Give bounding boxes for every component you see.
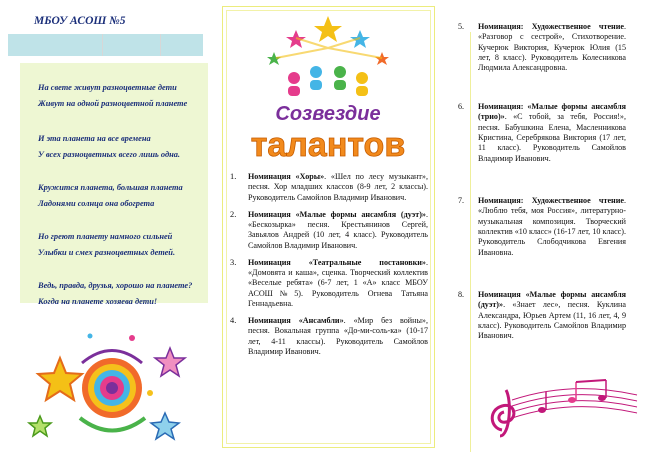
star-icon — [151, 413, 179, 439]
list-item: 7. Номинация: Художественное чтение. «Люблю тебя, моя Россия», литературно-музыкальная композиция. Творческий коллектив «10 класс» (16-17 лет, 10 класс). Руководитель Слободчикова Евгения Ивановна. — [458, 196, 626, 257]
star-icon — [29, 416, 51, 436]
poem-line: Кружится планета, большая планета — [38, 183, 183, 192]
poem-line: На свете живут разноцветные дети — [38, 83, 177, 92]
flower-icon — [80, 351, 145, 431]
list-item: 4. Номинация «Ансамбли». «Мир без войны», песня. Вокальная группа «До-ми-соль-ка» (10-17 лет, 4-11 классы). Руководитель Самойлов Владимир Иванович. — [230, 316, 428, 356]
nomination-text: . «Мир без войны», песня. Вокальная группа «До-ми-соль-ка» (10-17 лет, 4-11 классы). Руководитель Самойлов Владимир Иванович. — [248, 316, 428, 356]
middle-panel — [214, 0, 437, 460]
list-item: 1. Номинация «Хоры». «Шел по лесу музыкант», песня. Хор младших классов (8-9 лет, 2 классы). Руководитель Самойлов Владимир Иванович. — [230, 172, 428, 202]
nomination-title: Номинация: «Малые формы ансамбля (трио)» — [478, 102, 626, 122]
logo-title-line2: талантов — [250, 126, 406, 164]
poem-line: Ведь, правда, друзья, хорошо на планете? — [38, 281, 193, 290]
flower-stars-illustration — [20, 318, 198, 446]
poem-line: Живут на одной разноцветной планете — [38, 99, 188, 108]
nomination-text: . «Знает лес», песня. Куклина Александра, Юрьев Артем (11, 16 лет, 4, 9 класс). Руководитель Самойлов Владимир Иванович. — [478, 300, 626, 341]
list-item: 2. Номинация «Малые формы ансамбля (дуэт)». «Бескозырка» песня. Крестьянинов Сергей, Завьялов Андрей (10 лет, 4 класс). Руководитель Самойлов Владимир Иванович. — [230, 209, 428, 250]
people-figures-icon — [288, 66, 368, 96]
nomination-text: . «Разговор с сестрой», Стихотворение. Кучерюк Виктория, Кучерюк Юлия (15 лет, 8 класс). Руководитель Колесникова Людмила Александровна. — [478, 22, 626, 73]
poem-line: И эта планета на все времена — [38, 134, 151, 143]
logo-title-line1: Созвездие — [275, 103, 381, 125]
nomination-title: Номинация «Малые формы ансамбля (дуэт)» — [478, 290, 626, 310]
list-item: 5. Номинация: Художественное чтение. «Разговор с сестрой», Стихотворение. Кучерюк Виктория, Кучерюк Юлия (15 лет, 8 класс). Руководитель Колесникова Людмила Александровна. — [458, 22, 626, 73]
nomination-title: Номинация «Ансамбли» — [248, 316, 344, 326]
star-burst-icon — [267, 16, 389, 65]
poem-line: У всех разноцветных всего лишь одна. — [38, 150, 181, 159]
poem-line: Но греют планету намного сильней — [38, 232, 173, 241]
deco-line — [102, 34, 103, 56]
nomination-text: . «Шел по лесу музыкант», песня. Хор младших классов (8-9 лет, 2 классы). Руководитель Самойлов Владимир Иванович. — [248, 172, 428, 202]
nomination-title: Номинация «Малые формы ансамбля (дуэт)» — [248, 209, 426, 219]
nomination-text: . «Домовята и каша», сценка. Творческий коллектив «Веселые ребята» (6-7 лет, 1 «А» класс МБОУ АСОШ№5). Руководитель Огнева Татьяна Геннадьевна. — [248, 257, 428, 308]
school-header: МБОУ АСОШ №5 — [34, 15, 126, 27]
deco-line — [160, 34, 161, 56]
staff-lines-icon — [512, 389, 637, 418]
nomination-title: Номинация: Художественное чтение — [478, 196, 624, 205]
nomination-text: . «Люблю тебя, моя Россия», литературно-музыкальная композиция. Творческий коллектив «10 класс» (16-17 лет, 10 класс). Руководитель Слободчикова Евгения Ивановна. — [478, 196, 626, 257]
list-item: 3. Номинация «Театральные постановки». «Домовята и каша», сценка. Творческий коллектив «Веселые ребята» (6-7 лет, 1 «А» класс МБОУ АСОШ№5). Руководитель Огнева Татьяна Геннадьевна. — [230, 257, 428, 308]
star-icon — [155, 348, 185, 376]
right-panel — [438, 0, 653, 460]
list-item: 8. Номинация «Малые формы ансамбля (дуэт)». «Знает лес», песня. Куклина Александра, Юрьев Артем (11, 16 лет, 4, 9 класс). Руководитель Самойлов Владимир Иванович. — [458, 290, 626, 341]
nomination-title: Номинация: Художественное чтение — [478, 22, 624, 31]
nomination-text: . «С тобой, за тебя, Россия!», песня. Бабушкина Елена, Масленникова Кристина, Серебрякова Виктория (17 лет, 11 класс). Руководитель Самойлов Владимир Иванович. — [478, 112, 626, 163]
poem-line: Ладонями солнца она обогрета — [38, 199, 155, 208]
nomination-title: Номинация «Театральные постановки» — [248, 257, 426, 267]
star-icon — [38, 358, 82, 400]
nomination-text: . «Бескозырка» песня. Крестьянинов Сергей, Завьялов Андрей (10 лет, 4 класс). Руководитель Самойлов Владимир Иванович. — [248, 209, 428, 250]
poem-box — [20, 63, 208, 306]
nominations-list-middle — [230, 172, 428, 364]
festival-logo — [236, 8, 416, 168]
nomination-title: Номинация «Хоры» — [248, 172, 325, 181]
music-notes-illustration — [472, 370, 642, 440]
list-item: 6. Номинация: «Малые формы ансамбля (трио)». «С тобой, за тебя, Россия!», песня. Бабушкина Елена, Масленникова Кристина, Серебрякова Виктория (17 лет, 11 класс). Руководитель Самойлов Владимир Иванович. — [458, 102, 626, 163]
poem-line: Улыбки и смех разноцветных детей. — [38, 248, 176, 257]
teal-band — [8, 34, 203, 56]
left-panel — [0, 0, 213, 460]
treble-clef-icon — [492, 390, 514, 436]
poem-line: Когда на планете хозяева дети! — [38, 297, 158, 306]
music-note-icon — [538, 380, 606, 413]
